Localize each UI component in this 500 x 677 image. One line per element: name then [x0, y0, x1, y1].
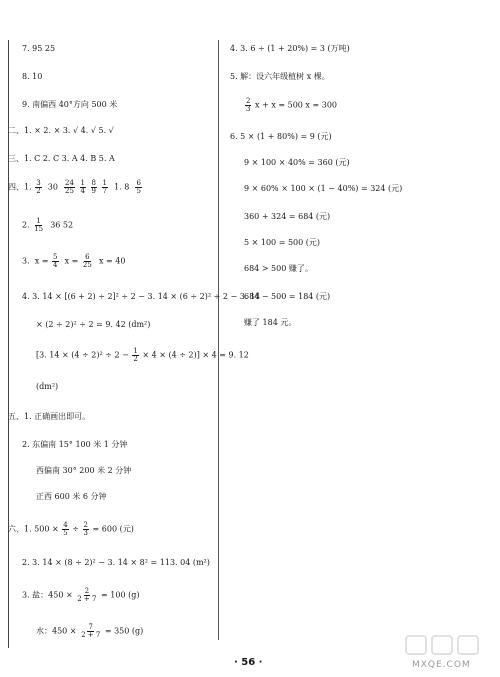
fraction: $\frac{1}{2}$ — [133, 347, 138, 363]
answer-line: 9 × 60% × 100 × (1 − 40%) = 324 (元) — [244, 184, 403, 193]
answer-line: 三、1. C 2. C 3. A 4. B 5. A — [8, 154, 115, 163]
answer-line: 684 − 500 = 184 (元) — [244, 292, 331, 301]
answer-line: 正西 600 米 6 分钟 — [36, 492, 107, 501]
answer-line: 二、1. × 2. × 3. √ 4. √ 5. √ — [8, 126, 114, 135]
watermark-text: MXQE.COM — [412, 660, 471, 670]
page-number: · 56 · — [234, 657, 263, 668]
fraction: $\frac{5}{4}$ — [53, 253, 58, 269]
fraction: $\frac{7}{2 + 7}$ — [81, 623, 101, 639]
answer-line: 四、1. $\frac{3}{2}$ 30 $\frac{24}{25}$ $\frac{1}{4}$ $\frac{8}{9}$ $\frac{1}{7}$ 1. 8 $\frac{6}{5}$ — [8, 179, 141, 195]
answer-line: (dm²) — [36, 382, 59, 391]
answer-line: 360 + 324 = 684 (元) — [244, 212, 331, 221]
answer-line: 3. 盐：450 × $\frac{2}{2 + 7}$ = 100 (g) — [22, 587, 140, 603]
answer-line: 西偏南 30° 200 米 2 分钟 — [36, 466, 132, 475]
fraction: $\frac{1}{7}$ — [102, 179, 107, 195]
answer-line: 5 × 100 = 500 (元) — [244, 238, 320, 247]
answer-line: 9 × 100 × 40% = 360 (元) — [244, 158, 350, 167]
answer-line: 8. 10 — [22, 72, 43, 81]
answer-line: 9. 南偏西 40°方向 500 米 — [22, 100, 118, 109]
answer-line: 水：450 × $\frac{7}{2 + 7}$ = 350 (g) — [36, 623, 144, 639]
answer-line: 2. 3. 14 × (8 ÷ 2)² − 3. 14 × 8² = 113. 04 (m²) — [22, 558, 210, 567]
answer-line: 6. 5 × (1 + 80%) = 9 (元) — [230, 132, 332, 141]
answer-line: 5. 解：设六年级植树 x 棵。 — [230, 72, 330, 81]
answer-line: 3. x = $\frac{5}{4}$ x = $\frac{6}{25}$ x = 40 — [22, 253, 126, 269]
answer-line: $\frac{2}{3}$ x + x = 500 x = 300 — [246, 97, 337, 113]
answer-line: 六、1. 500 × $\frac{4}{5}$ ÷ $\frac{2}{3}$ = 600 (元) — [8, 521, 134, 537]
fraction: $\frac{4}{5}$ — [63, 521, 68, 537]
answer-line: 7. 95 25 — [22, 44, 56, 53]
answer-line: 4. 3. 6 ÷ (1 + 20%) = 3 (万吨) — [230, 44, 350, 53]
fraction: $\frac{6}{25}$ — [82, 253, 92, 269]
fraction: $\frac{2}{2 + 7}$ — [77, 587, 97, 603]
answer-line: 2. $\frac{1}{15}$ 36 52 — [22, 217, 74, 233]
answer-line: 五、1. 正确画出即可。 — [8, 412, 91, 421]
fraction: $\frac{6}{5}$ — [136, 179, 141, 195]
answer-line: 2. 东偏南 15° 100 米 1 分钟 — [22, 440, 128, 449]
fraction: $\frac{1}{15}$ — [34, 217, 44, 233]
fraction: $\frac{24}{25}$ — [65, 179, 74, 195]
fraction: $\frac{2}{3}$ — [83, 521, 88, 537]
answer-line: 684 > 500 赚了。 — [244, 264, 313, 273]
answer-line: [3. 14 × (4 ÷ 2)² ÷ 2 − $\frac{1}{2}$ × 4 × (4 ÷ 2)] × 4 = 9. 12 — [36, 347, 249, 363]
fraction: $\frac{2}{3}$ — [246, 97, 251, 113]
answer-line: 赚了 184 元。 — [244, 318, 297, 327]
fraction: $\frac{1}{4}$ — [80, 179, 85, 195]
fraction: $\frac{3}{2}$ — [36, 179, 41, 195]
column-divider — [218, 40, 219, 640]
answer-line: 4. 3. 14 × [(6 + 2) ÷ 2]² ÷ 2 − 3. 14 × (6 ÷ 2)² ÷ 2 − 3. 14 — [22, 292, 261, 301]
fraction: $\frac{8}{9}$ — [91, 179, 96, 195]
answer-line: × (2 ÷ 2)² ÷ 2 = 9. 42 (dm²) — [36, 320, 151, 329]
